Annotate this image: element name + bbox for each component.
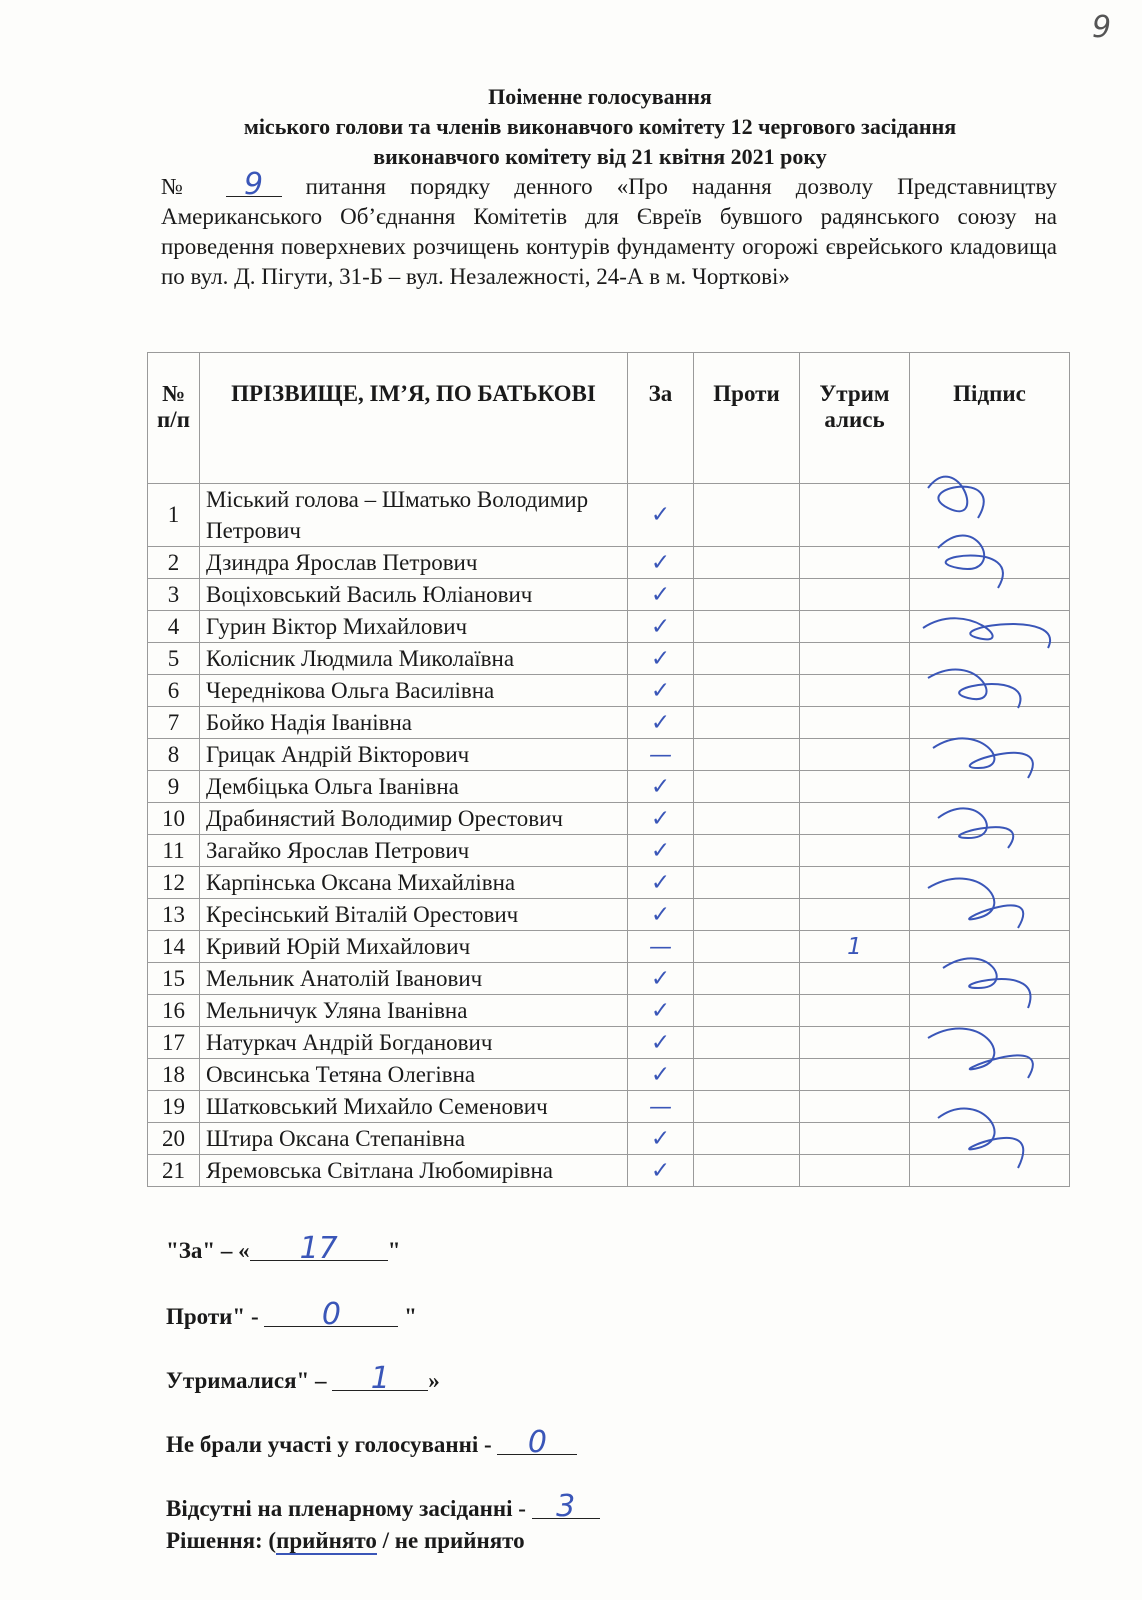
row-for-mark: ✓	[628, 1027, 694, 1059]
summary-abstain-value: 1	[332, 1368, 428, 1391]
title-line-1: Поіменне голосування	[488, 84, 712, 109]
row-name: Шатковський Михайло Семенович	[200, 1091, 628, 1123]
row-number: 4	[148, 611, 200, 643]
row-number: 2	[148, 547, 200, 579]
row-against-mark	[694, 579, 800, 611]
row-name: Дембіцька Ольга Іванівна	[200, 771, 628, 803]
row-for-mark: ✓	[628, 484, 694, 547]
row-for-mark: ✓	[628, 579, 694, 611]
row-against-mark	[694, 899, 800, 931]
agenda-number-prefix: №	[161, 174, 202, 199]
row-number: 9	[148, 771, 200, 803]
header-num: № п/п	[148, 353, 200, 484]
row-against-mark	[694, 1155, 800, 1187]
row-against-mark	[694, 1027, 800, 1059]
row-against-mark	[694, 643, 800, 675]
row-abstain-mark	[800, 963, 910, 995]
row-name: Міський голова – Шматько Володимир Петрович	[200, 484, 628, 547]
row-for-mark: ✓	[628, 1059, 694, 1091]
title-line-3: виконавчого комітету від 21 квітня 2021 року	[373, 144, 827, 169]
row-number: 13	[148, 899, 200, 931]
row-abstain-mark	[800, 1059, 910, 1091]
summary-absent-label: Відсутні на пленарному засіданні -	[166, 1496, 526, 1521]
header-against: Проти	[694, 353, 800, 484]
row-against-mark	[694, 995, 800, 1027]
row-number: 12	[148, 867, 200, 899]
summary-not-voting	[166, 1425, 577, 1460]
row-for-mark: ✓	[628, 707, 694, 739]
row-for-mark: ✓	[628, 995, 694, 1027]
row-number: 19	[148, 1091, 200, 1123]
row-for-mark: ✓	[628, 899, 694, 931]
summary-abstain-close: »	[428, 1368, 440, 1393]
row-for-mark: —	[628, 1091, 694, 1123]
row-against-mark	[694, 611, 800, 643]
row-for-mark: —	[628, 739, 694, 771]
row-name: Воціховський Василь Юліанович	[200, 579, 628, 611]
row-abstain-mark	[800, 707, 910, 739]
document-title	[150, 82, 1050, 172]
decision-rest: / не прийнято	[382, 1528, 525, 1553]
row-abstain-mark	[800, 675, 910, 707]
row-for-mark: ✓	[628, 643, 694, 675]
row-abstain-mark	[800, 739, 910, 771]
header-abstain: Утрим ались	[800, 353, 910, 484]
summary-against-close: "	[404, 1304, 417, 1329]
title-line-2: міського голови та членів виконавчого комітету 12 чергового засідання	[243, 114, 957, 139]
row-number: 1	[148, 484, 200, 547]
summary-not-voting-value: 0	[497, 1432, 577, 1455]
summary-not-voting-label: Не брали участі у голосуванні -	[166, 1432, 492, 1457]
row-name: Мельничук Уляна Іванівна	[200, 995, 628, 1027]
row-against-mark	[694, 707, 800, 739]
row-name: Бойко Надія Іванівна	[200, 707, 628, 739]
row-for-mark: ✓	[628, 835, 694, 867]
row-name: Натуркач Андрій Богданович	[200, 1027, 628, 1059]
row-number: 11	[148, 835, 200, 867]
row-number: 8	[148, 739, 200, 771]
row-for-mark: ✓	[628, 867, 694, 899]
page-number: 9	[1092, 10, 1112, 45]
row-abstain-mark	[800, 899, 910, 931]
row-for-mark: ✓	[628, 1155, 694, 1187]
summary-abstain-label: Утрималися" –	[166, 1368, 327, 1393]
row-against-mark	[694, 675, 800, 707]
agenda-number: 9	[226, 174, 282, 197]
summary-for	[166, 1231, 401, 1266]
row-name: Череднікова Ольга Василівна	[200, 675, 628, 707]
row-abstain-mark	[800, 484, 910, 547]
row-number: 17	[148, 1027, 200, 1059]
row-number: 20	[148, 1123, 200, 1155]
row-abstain-mark	[800, 995, 910, 1027]
row-number: 18	[148, 1059, 200, 1091]
row-abstain-mark	[800, 803, 910, 835]
row-name: Овсинська Тетяна Олегівна	[200, 1059, 628, 1091]
row-abstain-mark	[800, 867, 910, 899]
row-against-mark	[694, 835, 800, 867]
decision-label: Рішення: (	[166, 1528, 277, 1553]
header-for: За	[628, 353, 694, 484]
row-name: Кривий Юрій Михайлович	[200, 931, 628, 963]
row-abstain-mark	[800, 835, 910, 867]
row-against-mark	[694, 867, 800, 899]
row-for-mark: ✓	[628, 771, 694, 803]
row-number: 3	[148, 579, 200, 611]
row-against-mark	[694, 1123, 800, 1155]
row-name: Дзиндра Ярослав Петрович	[200, 547, 628, 579]
row-against-mark	[694, 931, 800, 963]
summary-decision	[166, 1528, 525, 1554]
row-abstain-mark: 1	[800, 931, 910, 963]
agenda-text: питання порядку денного «Про надання дозволу Представництву Американського Об’єднання Комітетів для Євреїв бувшого радянського союзу на проведення поверхневих розчищень контурів фундаменту огорожі єврейського кладовища по вул. Д. Пігути, 31-Б – вул. Незалежності, 24-А в м. Чорткові»	[161, 174, 1057, 289]
row-for-mark: ✓	[628, 611, 694, 643]
row-against-mark	[694, 547, 800, 579]
row-against-mark	[694, 963, 800, 995]
row-for-mark: ✓	[628, 547, 694, 579]
summary-for-label: "За" – «	[166, 1238, 250, 1263]
row-name: Кресінський Віталій Орестович	[200, 899, 628, 931]
summary-for-close: "	[387, 1238, 401, 1263]
row-number: 10	[148, 803, 200, 835]
signature-scribbles	[918, 448, 1128, 1208]
row-number: 15	[148, 963, 200, 995]
row-abstain-mark	[800, 1123, 910, 1155]
row-against-mark	[694, 484, 800, 547]
row-name: Загайко Ярослав Петрович	[200, 835, 628, 867]
row-against-mark	[694, 1091, 800, 1123]
row-abstain-mark	[800, 771, 910, 803]
header-name: ПРІЗВИЩЕ, ІМ’Я, ПО БАТЬКОВІ	[200, 353, 628, 484]
row-name: Яремовська Світлана Любомирівна	[200, 1155, 628, 1187]
row-abstain-mark	[800, 1027, 910, 1059]
row-abstain-mark	[800, 1091, 910, 1123]
row-against-mark	[694, 771, 800, 803]
row-number: 5	[148, 643, 200, 675]
row-name: Мельник Анатолій Іванович	[200, 963, 628, 995]
summary-against-value: 0	[264, 1304, 398, 1327]
row-for-mark: ✓	[628, 1123, 694, 1155]
row-abstain-mark	[800, 643, 910, 675]
row-name: Грицак Андрій Вікторович	[200, 739, 628, 771]
summary-for-value: 17	[250, 1238, 388, 1261]
row-name: Гурин Віктор Михайлович	[200, 611, 628, 643]
summary-absent-value: 3	[532, 1496, 600, 1519]
row-number: 7	[148, 707, 200, 739]
row-for-mark: ✓	[628, 963, 694, 995]
row-number: 6	[148, 675, 200, 707]
row-name: Колісник Людмила Миколаївна	[200, 643, 628, 675]
agenda-item	[161, 167, 1057, 292]
row-number: 14	[148, 931, 200, 963]
summary-against	[166, 1297, 417, 1332]
row-abstain-mark	[800, 611, 910, 643]
row-against-mark	[694, 739, 800, 771]
decision-accepted: прийнято	[276, 1528, 377, 1553]
summary-absent	[166, 1489, 600, 1524]
row-name: Карпінська Оксана Михайлівна	[200, 867, 628, 899]
summary-abstain	[166, 1361, 440, 1396]
row-number: 21	[148, 1155, 200, 1187]
summary-against-label: Проти" -	[166, 1304, 259, 1329]
row-abstain-mark	[800, 579, 910, 611]
row-number: 16	[148, 995, 200, 1027]
row-name: Драбинястий Володимир Орестович	[200, 803, 628, 835]
row-for-mark: ✓	[628, 803, 694, 835]
row-against-mark	[694, 803, 800, 835]
header-signature: Підпис	[910, 353, 1070, 484]
row-against-mark	[694, 1059, 800, 1091]
row-for-mark: —	[628, 931, 694, 963]
row-name: Штира Оксана Степанівна	[200, 1123, 628, 1155]
row-abstain-mark	[800, 547, 910, 579]
row-abstain-mark	[800, 1155, 910, 1187]
row-for-mark: ✓	[628, 675, 694, 707]
